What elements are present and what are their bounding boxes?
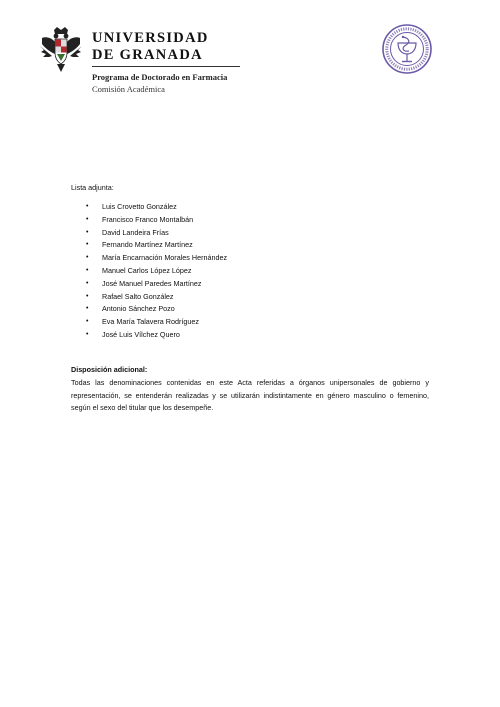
- list-item: [86, 329, 227, 342]
- bullet-icon: •: [86, 305, 89, 313]
- disposition-text: Todas las denominaciones contenidas en este Acta referidas a órganos unipersonales de gobierno y representación, se entenderán realizadas y se utilizarán indistintamente en género masculino o femenino, según el sexo del titular que los desempeñe.: [71, 378, 429, 412]
- list-item: [86, 265, 227, 278]
- list-item: [86, 227, 227, 240]
- attendee-name: José Luis Vílchez Quero: [102, 329, 180, 339]
- header-divider: [92, 66, 240, 67]
- bullet-icon: •: [86, 254, 89, 262]
- bullet-icon: •: [86, 215, 89, 223]
- bullet-icon: •: [86, 228, 89, 236]
- bullet-icon: •: [86, 241, 89, 249]
- list-item: [86, 316, 227, 329]
- attendee-name: Francisco Franco Montalbán: [102, 214, 194, 224]
- list-item: [86, 278, 227, 291]
- bullet-icon: •: [86, 279, 89, 287]
- university-crest-icon: [38, 26, 84, 74]
- bullet-icon: •: [86, 266, 89, 274]
- attendee-name: José Manuel Paredes Martínez: [102, 278, 202, 288]
- list-item: [86, 239, 227, 252]
- attendee-name: María Encarnación Morales Hernández: [102, 253, 228, 263]
- university-name-line2: DE GRANADA: [92, 46, 203, 63]
- list-item: [86, 214, 227, 227]
- bullet-icon: •: [86, 292, 89, 300]
- attendee-name: Antonio Sánchez Pozo: [102, 304, 175, 314]
- faculty-pharmacy-seal-icon: [381, 23, 433, 75]
- attendee-name: Manuel Carlos López López: [102, 265, 192, 275]
- list-item: [86, 303, 227, 316]
- list-heading: Lista adjunta:: [71, 183, 114, 192]
- university-name-line1: UNIVERSIDAD: [92, 30, 209, 46]
- list-item: [86, 252, 227, 265]
- attendee-list: [86, 201, 227, 342]
- list-item: [86, 291, 227, 304]
- university-name: [92, 31, 209, 62]
- attendee-name: Fernando Martínez Martínez: [102, 240, 193, 250]
- attendee-name: Eva María Talavera Rodríguez: [102, 317, 199, 327]
- commission-subtitle: Comisión Académica: [92, 84, 165, 94]
- attendee-name: David Landeira Frías: [102, 227, 169, 237]
- disposition-heading: Disposición adicional:: [71, 365, 148, 374]
- list-item: [86, 201, 227, 214]
- bullet-icon: •: [86, 330, 89, 338]
- attendee-name: Luis Crovetto González: [102, 202, 177, 211]
- attendee-name: Rafael Salto González: [102, 291, 174, 301]
- bullet-icon: •: [86, 318, 89, 326]
- program-title: Programa de Doctorado en Farmacia: [92, 72, 228, 82]
- bullet-icon: •: [86, 203, 89, 210]
